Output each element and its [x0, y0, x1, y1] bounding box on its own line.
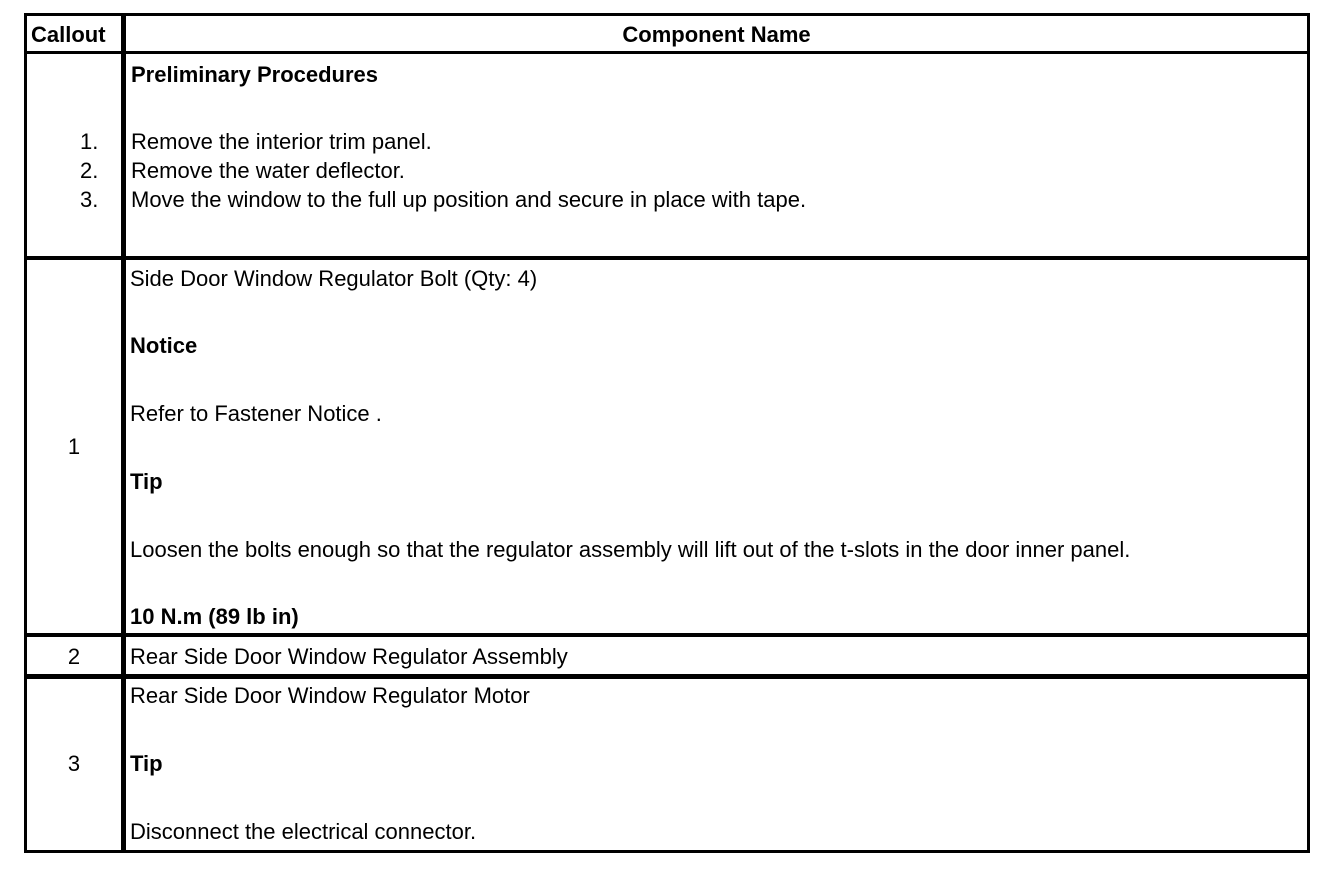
row-divider: [24, 256, 1310, 260]
header-component-name: Component Name: [622, 22, 811, 47]
components-table: [24, 13, 1310, 853]
tip-text: Loosen the bolts enough so that the regulator assembly will lift out of the t-slots in the door inner panel.: [130, 537, 1131, 562]
table-border-top: [24, 13, 1310, 16]
component-name: Side Door Window Regulator Bolt (Qty: 4): [130, 266, 538, 291]
notice-text: Refer to Fastener Notice .: [130, 401, 382, 426]
step-text: Remove the interior trim panel.: [131, 129, 432, 154]
tip-label: Tip: [130, 751, 163, 776]
step-text: Move the window to the full up position and secure in place with tape.: [131, 187, 807, 212]
table-border-bottom: [24, 850, 1310, 853]
row-divider: [24, 633, 1310, 637]
row-callout: 1: [67, 434, 81, 459]
row-divider: [24, 51, 1310, 54]
tip-label: Tip: [130, 469, 163, 494]
table-border-right: [1307, 13, 1310, 853]
preliminary-title: Preliminary Procedures: [131, 62, 379, 87]
component-name: Rear Side Door Window Regulator Motor: [130, 683, 530, 708]
step-number: 3.: [80, 187, 99, 212]
table-border-left: [24, 13, 27, 853]
row-callout: 3: [67, 751, 81, 776]
header-callout: Callout: [31, 22, 106, 47]
row-divider: [24, 674, 1310, 679]
step-number: 2.: [80, 158, 99, 183]
tip-text: Disconnect the electrical connector.: [130, 819, 477, 844]
row-callout: 2: [67, 644, 81, 669]
column-divider: [121, 13, 126, 853]
torque-spec: 10 N.m (89 lb in): [130, 604, 299, 629]
step-text: Remove the water deflector.: [131, 158, 405, 183]
component-name: Rear Side Door Window Regulator Assembly: [130, 644, 568, 669]
step-number: 1.: [80, 129, 99, 154]
notice-label: Notice: [130, 333, 198, 358]
